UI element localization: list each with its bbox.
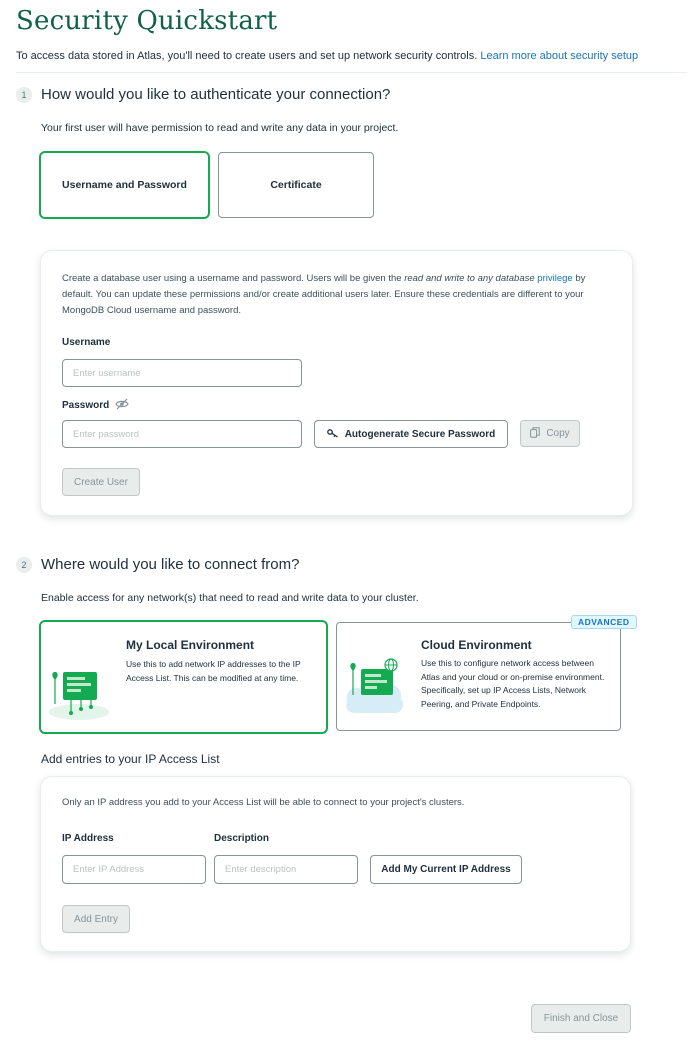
create-user-card	[40, 250, 633, 516]
password-label: Password	[62, 398, 129, 413]
add-current-ip-button[interactable]: Add My Current IP Address	[370, 855, 522, 884]
auth-option-username-password[interactable]	[39, 151, 210, 219]
step-2-title: Where would you like to connect from?	[41, 556, 300, 573]
local-network-icon	[47, 662, 111, 725]
step-1-badge: 1	[16, 87, 32, 103]
step-2-badge: 2	[16, 557, 32, 573]
learn-more-security-link[interactable]: Learn more about security setup	[480, 50, 639, 62]
description-input[interactable]	[214, 855, 358, 884]
autogenerate-password-button[interactable]	[314, 420, 508, 448]
advanced-badge: ADVANCED	[571, 615, 637, 629]
password-input[interactable]	[62, 420, 302, 448]
intro-description: To access data stored in Atlas, you'll need to create users and set up network security controls.	[16, 50, 478, 62]
create-user-button[interactable]: Create User	[62, 468, 140, 496]
username-input[interactable]	[62, 359, 302, 387]
create-user-description: Create a database user using a username and password. Users will be given the read and write to any database privilege by default. You can update these permissions and/or create additional users later. Ensure these credentials are different to your MongoDB Cloud username and password.	[62, 273, 586, 316]
env-option-local[interactable]	[39, 620, 328, 734]
auth-option-label: Certificate	[270, 179, 322, 191]
privilege-link[interactable]: privilege	[537, 273, 573, 284]
add-entry-button[interactable]: Add Entry	[62, 905, 130, 933]
eye-slash-icon[interactable]	[115, 398, 129, 413]
auth-option-label: Username and Password	[62, 179, 187, 191]
env-option-cloud[interactable]	[336, 622, 621, 731]
cloud-network-icon	[343, 651, 409, 726]
description-label: Description	[214, 833, 270, 844]
local-env-title: My Local Environment	[126, 638, 255, 652]
ip-address-input[interactable]	[62, 855, 206, 884]
page-title: Security Quickstart	[16, 6, 278, 36]
cloud-env-title: Cloud Environment	[421, 638, 532, 652]
copy-password-button[interactable]	[520, 420, 580, 447]
key-icon	[327, 428, 339, 441]
copy-label: Copy	[546, 428, 570, 439]
header-divider	[16, 72, 687, 73]
step-1-title: How would you like to authenticate your connection?	[41, 86, 391, 103]
username-label: Username	[62, 337, 111, 348]
ip-access-card	[40, 776, 631, 952]
ip-access-description: Only an IP address you add to your Access List will be able to connect to your project's clusters.	[62, 797, 465, 808]
cloud-env-description: Use this to configure network access between Atlas and your cloud or on-premise environment. Specifically, set up IP Access Lists, Network Peering, and Private Endpoints.	[421, 658, 605, 709]
finish-and-close-button[interactable]: Finish and Close	[531, 1004, 631, 1033]
intro-text	[16, 50, 638, 62]
ip-access-list-heading: Add entries to your IP Access List	[41, 752, 220, 766]
step-1-subtitle: Your first user will have permission to read and write any data in your project.	[41, 122, 399, 134]
autogenerate-label: Autogenerate Secure Password	[344, 428, 496, 440]
copy-icon	[530, 427, 540, 441]
step-2-subtitle: Enable access for any network(s) that need to read and write data to your cluster.	[41, 592, 419, 604]
ip-address-label: IP Address	[62, 833, 114, 844]
local-env-description: Use this to add network IP addresses to the IP Access List. This can be modified at any time.	[126, 659, 301, 683]
auth-option-certificate[interactable]	[218, 152, 374, 218]
